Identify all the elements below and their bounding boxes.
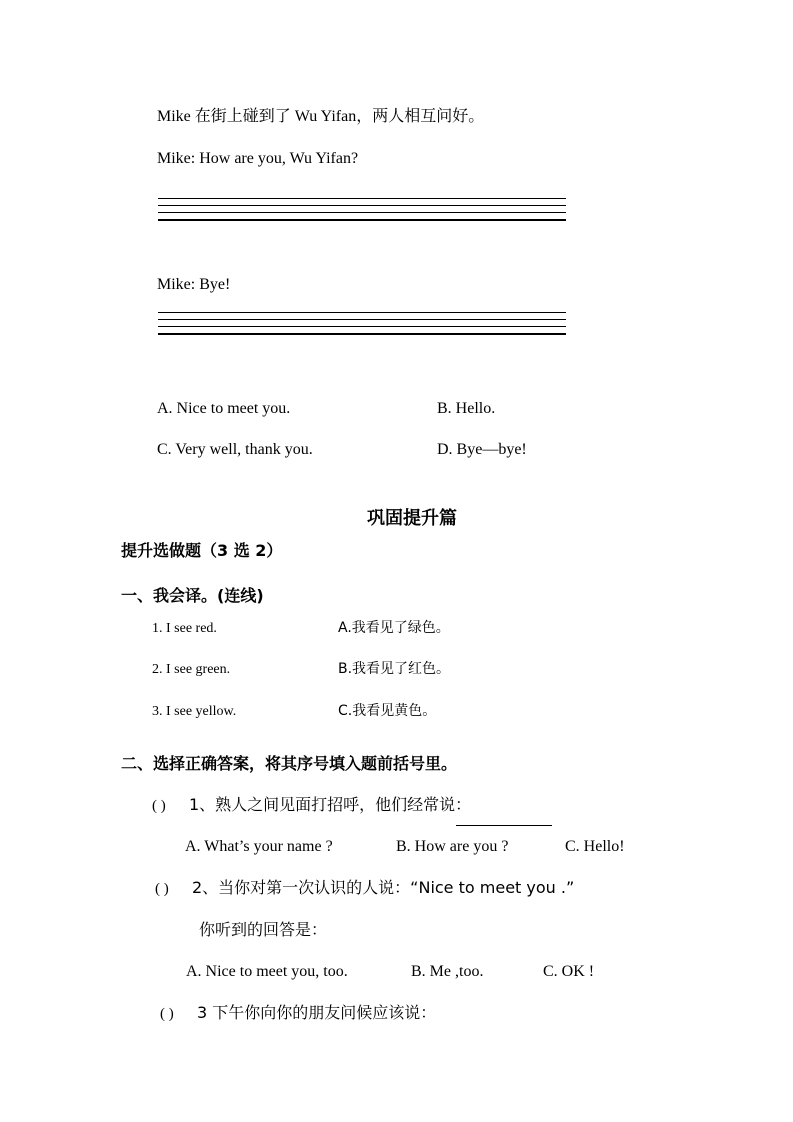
q2-option-c: C. OK ! (543, 963, 595, 980)
part1-left-item[interactable]: 2. I see green. (152, 662, 231, 677)
writing-lines-1[interactable] (158, 198, 566, 224)
q1-option-b: B. How are you ? (396, 838, 509, 855)
q2-option-a: A. Nice to meet you, too. (186, 963, 348, 980)
section-title: 巩固提升篇 (367, 508, 457, 529)
q1-answer-bracket[interactable]: ( ) (152, 798, 166, 814)
q3-prompt: 3 下午你向你的朋友问候应该说： (197, 1003, 437, 1022)
q1-option-c: C. Hello! (565, 838, 625, 855)
option-c: C. Very well, thank you. (157, 441, 313, 458)
option-d: D. Bye—bye! (437, 441, 527, 458)
part1-right-item[interactable]: B.我看见了红色。 (338, 661, 451, 677)
part1-right-item[interactable]: A.我看见了绿色。 (338, 620, 450, 636)
q1-underline (456, 825, 552, 826)
q1-option-a: A. What’s your name ? (185, 838, 333, 855)
part1-left-item[interactable]: 3. I see yellow. (152, 704, 237, 719)
part1-left-item[interactable]: 1. I see red. (152, 621, 217, 636)
dialogue-line-1: Mike: How are you, Wu Yifan? (157, 150, 359, 167)
dialogue-scenario: Mike 在街上碰到了 Wu Yifan，两人相互问好。 (157, 108, 485, 125)
dialogue-line-2: Mike: Bye! (157, 276, 231, 293)
part1-right-item[interactable]: C.我看见黄色。 (338, 703, 437, 719)
subtitle: 提升选做题（3 选 2） (121, 541, 283, 560)
option-b: B. Hello. (437, 400, 496, 417)
option-a: A. Nice to meet you. (157, 400, 291, 417)
q2-prompt: 2、当你对第一次认识的人说：“Nice to meet you .” (192, 878, 575, 897)
writing-lines-2[interactable] (158, 312, 566, 338)
part1-heading: 一、我会译。(连线) (121, 586, 264, 605)
q1-prompt: 1、熟人之间见面打招呼，他们经常说： (189, 795, 472, 814)
q3-answer-bracket[interactable]: ( ) (160, 1006, 174, 1022)
part2-heading: 二、选择正确答案，将其序号填入题前括号里。 (121, 754, 458, 773)
q2-prompt-line2: 你听到的回答是： (199, 920, 328, 939)
q2-answer-bracket[interactable]: ( ) (155, 881, 169, 897)
q2-option-b: B. Me ,too. (411, 963, 484, 980)
